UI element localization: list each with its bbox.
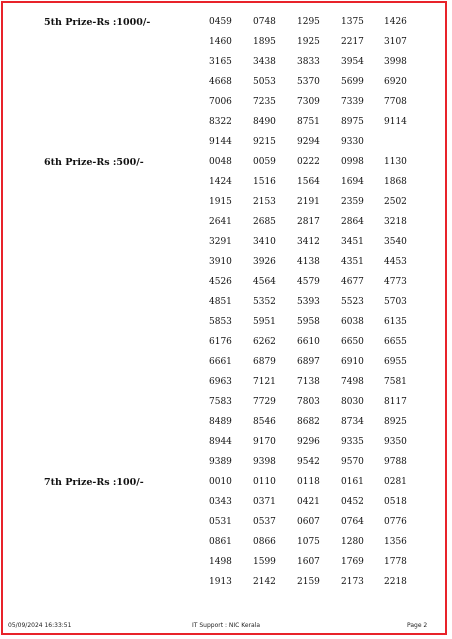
ticket-number: 5352 <box>253 297 276 307</box>
ticket-number: 1295 <box>297 17 320 27</box>
ticket-number: 9144 <box>209 137 232 147</box>
ticket-number: 8546 <box>253 417 276 427</box>
ticket-number: 8944 <box>209 437 232 447</box>
ticket-number: 3291 <box>209 237 232 247</box>
number-row <box>0 297 452 317</box>
ticket-number: 7121 <box>253 377 276 387</box>
number-row <box>0 417 452 437</box>
ticket-number: 0010 <box>209 477 232 487</box>
ticket-number: 4668 <box>209 77 232 87</box>
ticket-number: 5951 <box>253 317 276 327</box>
ticket-number: 1460 <box>209 37 232 47</box>
number-row <box>0 497 452 517</box>
number-row <box>0 137 452 157</box>
ticket-number: 7006 <box>209 97 232 107</box>
ticket-number: 7581 <box>384 377 407 387</box>
ticket-number: 3540 <box>384 237 407 247</box>
ticket-number: 1375 <box>341 17 364 27</box>
ticket-number: 5853 <box>209 317 232 327</box>
ticket-number: 3451 <box>341 237 364 247</box>
number-row <box>0 197 452 217</box>
number-row <box>0 97 452 117</box>
ticket-number: 0607 <box>297 517 320 527</box>
ticket-number: 1895 <box>253 37 276 47</box>
ticket-number: 3107 <box>384 37 407 47</box>
ticket-number: 6661 <box>209 357 232 367</box>
ticket-number: 9170 <box>253 437 276 447</box>
ticket-number: 4453 <box>384 257 407 267</box>
number-row <box>0 437 452 457</box>
ticket-number: 6176 <box>209 337 232 347</box>
number-row <box>0 57 452 77</box>
ticket-number: 0537 <box>253 517 276 527</box>
number-row <box>0 517 452 537</box>
number-row <box>0 277 452 297</box>
ticket-number: 4526 <box>209 277 232 287</box>
ticket-number: 0371 <box>253 497 276 507</box>
ticket-number: 1925 <box>297 37 320 47</box>
prize-label: 5th Prize-Rs :1000/- <box>44 17 151 28</box>
ticket-number: 1356 <box>384 537 407 547</box>
ticket-number: 6920 <box>384 77 407 87</box>
ticket-number: 2685 <box>253 217 276 227</box>
ticket-number: 9542 <box>297 457 320 467</box>
ticket-number: 6897 <box>297 357 320 367</box>
ticket-number: 0452 <box>341 497 364 507</box>
number-row <box>0 157 452 177</box>
ticket-number: 2502 <box>384 197 407 207</box>
ticket-number: 0518 <box>384 497 407 507</box>
ticket-number: 3412 <box>297 237 320 247</box>
ticket-number: 8030 <box>341 397 364 407</box>
ticket-number: 3438 <box>253 57 276 67</box>
ticket-number: 4579 <box>297 277 320 287</box>
ticket-number: 2641 <box>209 217 232 227</box>
ticket-number: 0421 <box>297 497 320 507</box>
ticket-number: 2218 <box>384 577 407 587</box>
ticket-number: 0748 <box>253 17 276 27</box>
ticket-number: 0866 <box>253 537 276 547</box>
ticket-number: 1564 <box>297 177 320 187</box>
ticket-number: 3833 <box>297 57 320 67</box>
ticket-number: 7583 <box>209 397 232 407</box>
number-row <box>0 217 452 237</box>
number-row <box>0 377 452 397</box>
number-row <box>0 357 452 377</box>
ticket-number: 4564 <box>253 277 276 287</box>
ticket-number: 6955 <box>384 357 407 367</box>
number-row <box>0 17 452 37</box>
ticket-number: 6262 <box>253 337 276 347</box>
number-row <box>0 577 452 597</box>
ticket-number: 5699 <box>341 77 364 87</box>
footer-timestamp: 05/09/2024 16:33:51 <box>8 622 72 629</box>
ticket-number: 9398 <box>253 457 276 467</box>
ticket-number: 5703 <box>384 297 407 307</box>
ticket-number: 7235 <box>253 97 276 107</box>
number-row <box>0 397 452 417</box>
number-row <box>0 37 452 57</box>
ticket-number: 7708 <box>384 97 407 107</box>
ticket-number: 6879 <box>253 357 276 367</box>
ticket-number: 9389 <box>209 457 232 467</box>
ticket-number: 2864 <box>341 217 364 227</box>
ticket-number: 4138 <box>297 257 320 267</box>
prize-label: 7th Prize-Rs :100/- <box>44 477 144 488</box>
ticket-number: 2142 <box>253 577 276 587</box>
ticket-number: 1913 <box>209 577 232 587</box>
ticket-number: 3926 <box>253 257 276 267</box>
ticket-number: 1426 <box>384 17 407 27</box>
ticket-number: 5393 <box>297 297 320 307</box>
ticket-number: 9294 <box>297 137 320 147</box>
ticket-number: 1280 <box>341 537 364 547</box>
ticket-number: 2173 <box>341 577 364 587</box>
ticket-number: 6650 <box>341 337 364 347</box>
number-row <box>0 457 452 477</box>
ticket-number: 7339 <box>341 97 364 107</box>
ticket-number: 2359 <box>341 197 364 207</box>
ticket-number: 9570 <box>341 457 364 467</box>
ticket-number: 4773 <box>384 277 407 287</box>
ticket-number: 3165 <box>209 57 232 67</box>
ticket-number: 2191 <box>297 197 320 207</box>
ticket-number: 7309 <box>297 97 320 107</box>
ticket-number: 5053 <box>253 77 276 87</box>
number-row <box>0 237 452 257</box>
ticket-number: 8975 <box>341 117 364 127</box>
ticket-number: 9114 <box>384 117 407 127</box>
ticket-number: 5370 <box>297 77 320 87</box>
ticket-number: 7138 <box>297 377 320 387</box>
ticket-number: 4851 <box>209 297 232 307</box>
ticket-number: 9788 <box>384 457 407 467</box>
ticket-number: 8751 <box>297 117 320 127</box>
number-row <box>0 557 452 577</box>
ticket-number: 1868 <box>384 177 407 187</box>
number-row <box>0 537 452 557</box>
ticket-number: 2153 <box>253 197 276 207</box>
ticket-number: 0161 <box>341 477 364 487</box>
ticket-number: 8682 <box>297 417 320 427</box>
ticket-number: 9350 <box>384 437 407 447</box>
ticket-number: 1599 <box>253 557 276 567</box>
ticket-number: 0861 <box>209 537 232 547</box>
ticket-number: 7803 <box>297 397 320 407</box>
ticket-number: 6038 <box>341 317 364 327</box>
ticket-number: 9215 <box>253 137 276 147</box>
ticket-number: 2217 <box>341 37 364 47</box>
ticket-number: 1075 <box>297 537 320 547</box>
ticket-number: 9330 <box>341 137 364 147</box>
ticket-number: 0222 <box>297 157 320 167</box>
ticket-number: 0059 <box>253 157 276 167</box>
ticket-number: 9296 <box>297 437 320 447</box>
ticket-number: 1516 <box>253 177 276 187</box>
ticket-number: 1498 <box>209 557 232 567</box>
ticket-number: 0048 <box>209 157 232 167</box>
ticket-number: 1769 <box>341 557 364 567</box>
ticket-number: 3998 <box>384 57 407 67</box>
number-row <box>0 77 452 97</box>
ticket-number: 6610 <box>297 337 320 347</box>
ticket-number: 1778 <box>384 557 407 567</box>
ticket-number: 1424 <box>209 177 232 187</box>
ticket-number: 1607 <box>297 557 320 567</box>
ticket-number: 5523 <box>341 297 364 307</box>
ticket-number: 3218 <box>384 217 407 227</box>
number-row <box>0 317 452 337</box>
number-row <box>0 337 452 357</box>
ticket-number: 6135 <box>384 317 407 327</box>
ticket-number: 8734 <box>341 417 364 427</box>
ticket-number: 8489 <box>209 417 232 427</box>
ticket-number: 3410 <box>253 237 276 247</box>
ticket-number: 8117 <box>384 397 407 407</box>
ticket-number: 7729 <box>253 397 276 407</box>
ticket-number: 2817 <box>297 217 320 227</box>
ticket-number: 2159 <box>297 577 320 587</box>
footer-support: IT Support : NIC Kerala <box>192 622 261 629</box>
number-row <box>0 177 452 197</box>
ticket-number: 0343 <box>209 497 232 507</box>
ticket-number: 8322 <box>209 117 232 127</box>
ticket-number: 8925 <box>384 417 407 427</box>
ticket-number: 4677 <box>341 277 364 287</box>
ticket-number: 0118 <box>297 477 320 487</box>
ticket-number: 7498 <box>341 377 364 387</box>
ticket-number: 1130 <box>384 157 407 167</box>
ticket-number: 4351 <box>341 257 364 267</box>
ticket-number: 3954 <box>341 57 364 67</box>
prize-label: 6th Prize-Rs :500/- <box>44 157 144 168</box>
ticket-number: 1694 <box>341 177 364 187</box>
number-row <box>0 257 452 277</box>
ticket-number: 0110 <box>253 477 276 487</box>
ticket-number: 6963 <box>209 377 232 387</box>
number-row <box>0 477 452 497</box>
ticket-number: 9335 <box>341 437 364 447</box>
ticket-number: 1915 <box>209 197 232 207</box>
number-row <box>0 117 452 137</box>
ticket-number: 8490 <box>253 117 276 127</box>
ticket-number: 0998 <box>341 157 364 167</box>
ticket-number: 5958 <box>297 317 320 327</box>
ticket-number: 6910 <box>341 357 364 367</box>
footer-page-number: Page 2 <box>407 622 428 629</box>
ticket-number: 6655 <box>384 337 407 347</box>
ticket-number: 0459 <box>209 17 232 27</box>
ticket-number: 3910 <box>209 257 232 267</box>
ticket-number: 0764 <box>341 517 364 527</box>
ticket-number: 0281 <box>384 477 407 487</box>
ticket-number: 0776 <box>384 517 407 527</box>
ticket-number: 0531 <box>209 517 232 527</box>
